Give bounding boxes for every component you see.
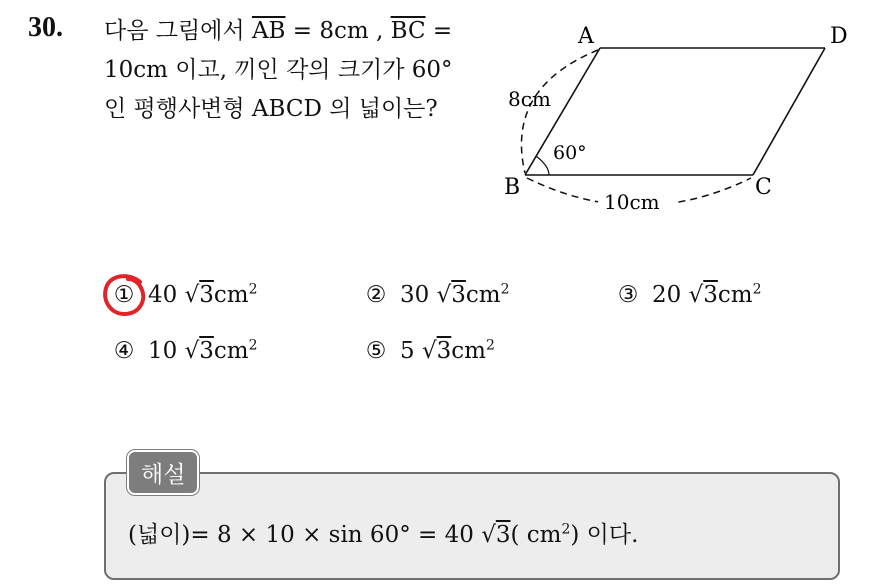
angle-label: 60° — [553, 142, 587, 164]
answer-circle-mark — [100, 270, 150, 320]
choice-marker: ④ — [113, 338, 135, 364]
choice-4[interactable] — [110, 338, 258, 364]
vertex-b: B — [504, 175, 521, 200]
choice-3[interactable] — [614, 282, 762, 308]
choice-value: 40 $√3cm^2$ — [148, 281, 258, 308]
segment-ab: $\overline{AB}$ — [251, 18, 286, 44]
side-bc-label: 10cm — [604, 190, 660, 214]
choice-marker: ③ — [617, 282, 639, 308]
vertex-d: D — [830, 24, 848, 49]
explanation-tab: 해설 — [127, 450, 199, 495]
vertex-c: C — [755, 175, 772, 200]
choice-5[interactable] — [362, 338, 495, 364]
segment-bc: $\overline{BC}$ — [390, 18, 426, 44]
choice-marker: ② — [365, 282, 387, 308]
choice-value: 10 $√3cm^2$ — [148, 337, 258, 364]
question-number: 30. — [28, 12, 63, 43]
explanation-text: (넓이)= 8 × 10 × sin 60° = 40 √3( $cm^2$) 이다. — [128, 521, 639, 548]
explanation-box — [104, 472, 840, 580]
choice-value: 5 $√3cm^2$ — [400, 337, 495, 364]
vertex-a: A — [578, 24, 594, 49]
choice-marker: ⑤ — [365, 338, 387, 364]
choice-2[interactable] — [362, 282, 510, 308]
side-ab-label: 8cm — [508, 87, 551, 111]
angle-arc — [536, 156, 549, 175]
question-text — [104, 12, 474, 129]
question-text-part: 다음 그림에서 — [104, 18, 252, 44]
question-text-part: = 8cm , — [285, 18, 391, 44]
parallelogram-figure — [495, 18, 870, 223]
choice-marker: ① — [113, 282, 135, 308]
choice-value: 30 $√3cm^2$ — [400, 281, 510, 308]
choice-value: 20 $√3cm^2$ — [652, 281, 762, 308]
question-text-part: = 10cm 이고, 끼인 각의 크기가 60° 인 평행사변형 ABCD 의 넓이는? — [104, 18, 453, 122]
